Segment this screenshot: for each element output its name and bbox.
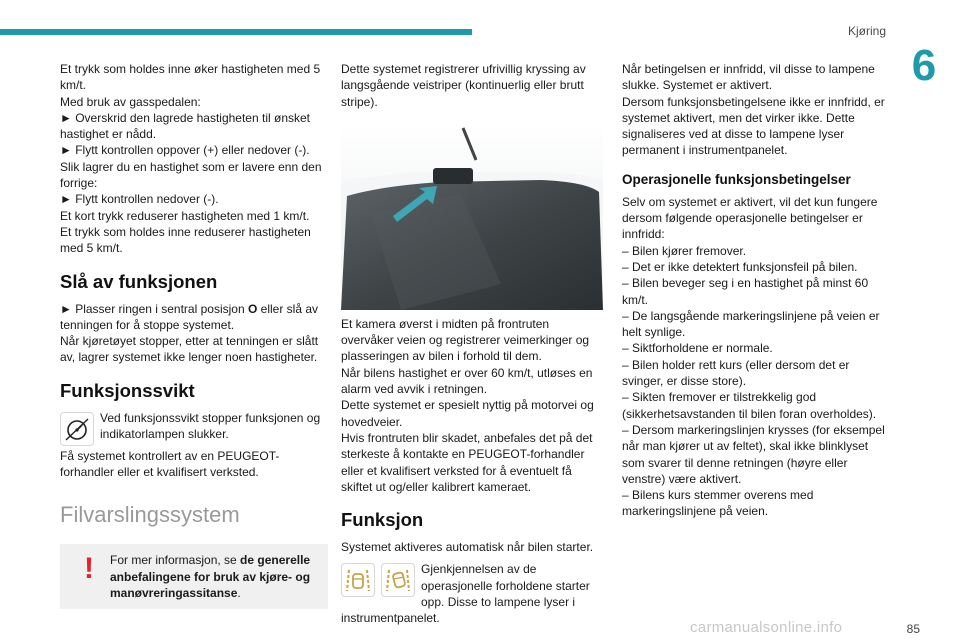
paragraph: Et kamera øverst i midten på frontruten overvåker veien og registrerer veimerkinger og plasseringen av bilen i forhold til dem. <box>341 316 590 364</box>
paragraph: Et trykk som holdes inne øker hastigheten med 5 km/t. <box>60 62 321 93</box>
list-item: – Dersom markeringslinjen krysses (for eksempel når man kjører ut av feltet), skal ikke blinklyset som svarer til denne retningen (høyre eller venstre) være aktivert. <box>622 422 885 486</box>
paragraph <box>60 301 328 334</box>
paragraph: Gjenkjennelsen av de operasjonelle forholdene starter opp. Disse to lampene lyser i instrumentpanelet. <box>341 562 590 626</box>
paragraph: ► Flytt kontrollen nedover (-). <box>60 192 219 207</box>
paragraph: Systemet aktiveres automatisk når bilen starter. <box>341 540 594 555</box>
paragraph: ► Overskrid den lagrede hastigheten til ønsket hastighet er nådd. <box>60 110 311 142</box>
paragraph: Med bruk av gasspedalen: <box>60 94 201 109</box>
column-left <box>60 61 328 609</box>
list-item: – Bilen kjører fremover. <box>622 243 747 258</box>
lane-warning-lamp-icon <box>341 563 375 597</box>
conditions-list <box>622 243 890 520</box>
list-item: – Det er ikke detektert funksjonsfeil på bilen. <box>622 259 858 274</box>
fault-gauge-icon <box>60 412 94 446</box>
column-right <box>622 61 890 520</box>
list-item: – Siktforholdene er normale. <box>622 341 773 356</box>
malfunction-block <box>60 410 328 448</box>
paragraph: Et kort trykk reduserer hastigheten med 1 km/t. <box>60 208 310 223</box>
header-accent-bar <box>0 29 472 35</box>
paragraph: Få systemet kontrollert av en PEUGEOT-forhandler eller et kvalifisert verksted. <box>60 448 280 480</box>
heading-function: Funksjon <box>341 509 424 531</box>
text-run-bold: de generelle anbefalingene for bruk av kjøre- og manøvreringassitanse <box>110 553 311 600</box>
windscreen-camera-photo <box>341 124 603 310</box>
heading-operating-conditions: Operasjonelle funksjonsbetingelser <box>622 171 851 187</box>
paragraph: Selv om systemet er aktivert, vil det kun fungere dersom følgende operasjonelle betingelser er innfridd: <box>622 194 878 242</box>
paragraph: Dette systemet registrerer ufrivillig kryssing av langsgående veistriper (kontinuerlig eller brutt stripe). <box>341 62 586 109</box>
paragraph: Ved funksjonssvikt stopper funksjonen og indikatorlampen slukker. <box>100 410 321 442</box>
list-item: – De langsgående markeringslinjene på veien er helt synlige. <box>622 308 880 340</box>
lane-warning-lamp-icon <box>381 563 415 597</box>
heading-switch-off: Slå av funksjonen <box>60 270 218 292</box>
heading-malfunction: Funksjonssvikt <box>60 379 195 401</box>
paragraph: Hvis frontruten blir skadet, anbefales det på det sterkeste å kontakte en PEUGEOT-forhandler eller et kvalifisert verksted for å eventuelt få skiftet ut og/eller kalibrert kameraet. <box>341 430 593 494</box>
paragraph: Dersom funksjonsbetingelsene ikke er innfridd, er systemet aktivert, men det virker ikke. Dette signaliseres ved at disse to lampene lyser permanent i instrumentpanelet. <box>622 94 885 158</box>
paragraph: Når kjøretøyet stopper, etter at tenningen er slått av, lagrer systemet ikke lenger noen hastigheter. <box>60 334 319 365</box>
lamps-block <box>341 561 603 626</box>
warning-exclamation-icon: ! <box>84 552 94 586</box>
text-run-bold: O <box>247 301 258 316</box>
paragraph: Slik lagrer du en hastighet som er lavere enn den forrige: <box>60 159 322 191</box>
chapter-number: 6 <box>911 41 937 90</box>
paragraph: Dette systemet er spesielt nyttig på motorvei og hovedveier. <box>341 398 594 429</box>
paragraph: Når bilens hastighet er over 60 km/t, utløses en alarm ved avvik i retningen. <box>341 365 593 397</box>
paragraph: ► Flytt kontrollen oppover (+) eller nedover (-). <box>60 143 310 158</box>
text-run: eller slå av tenningen for å stoppe systemet. <box>60 301 319 332</box>
section-title: Filvarslingssystem <box>60 502 240 528</box>
list-item: – Sikten fremover er tilstrekkelig god (sikkerhetsavstanden til bilen foran overholdes). <box>622 390 877 421</box>
warning-text <box>68 552 320 601</box>
header-title: Kjøring <box>847 24 886 38</box>
watermark: carmanualsonline.info <box>690 619 843 636</box>
text-run: For mer informasjon, se <box>110 553 241 568</box>
warning-box <box>60 544 328 609</box>
text-run: ► Plasser ringen i sentral posisjon <box>60 301 248 316</box>
page-number: 85 <box>906 622 920 636</box>
paragraph: Et trykk som holdes inne reduserer hastigheten med 5 km/t. <box>60 224 311 256</box>
column-middle <box>341 61 603 627</box>
list-item: – Bilen holder rett kurs (eller dersom det er svinger, er disse store). <box>622 357 850 389</box>
list-item: – Bilen beveger seg i en hastighet på minst 60 km/t. <box>622 276 869 307</box>
paragraph: Når betingelsen er innfridd, vil disse to lampene slukke. Systemet er aktivert. <box>622 62 875 93</box>
text-run: . <box>237 585 241 600</box>
list-item: – Bilens kurs stemmer overens med markeringslinjene på veien. <box>622 488 814 519</box>
